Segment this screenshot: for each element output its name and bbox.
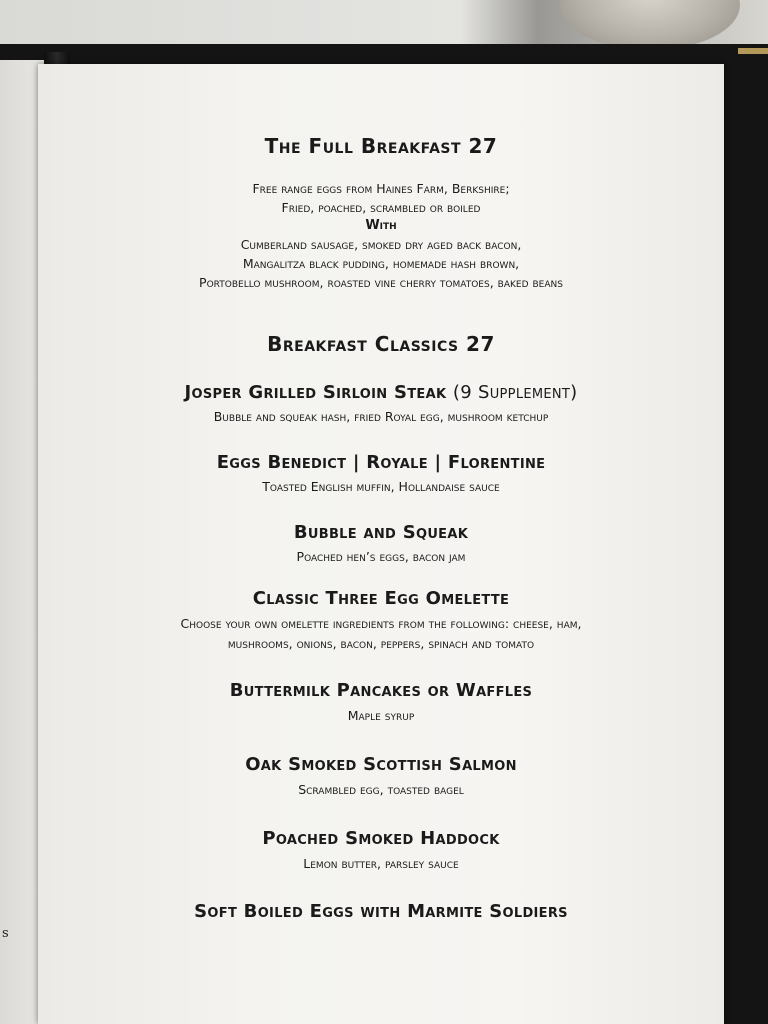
full-breakfast-with-label: With [365, 218, 397, 233]
menu-item-title: Poached Smoked Haddock [262, 828, 500, 849]
full-breakfast-side-2: Mangalitza black pudding, homemade hash brown, [242, 256, 520, 271]
menu-item-title: Classic Three Egg Omelette [252, 588, 510, 609]
menu-item-desc-continued: mushrooms, onions, bacon, peppers, spinach and tomato [227, 636, 535, 651]
full-breakfast-side-1: Cumberland sausage, smoked dry aged back bacon, [240, 237, 522, 252]
menu-item-desc: Maple syrup [347, 708, 415, 723]
full-breakfast-side-3: Portobello mushroom, roasted vine cherry tomatoes, baked beans [199, 275, 563, 290]
menu-page [38, 64, 724, 1024]
menu-item-supplement: (9 Supplement) [452, 382, 578, 403]
full-breakfast-line-1: Free range eggs from Haines Farm, Berkshire; [252, 181, 510, 196]
menu-item-desc: Lemon butter, parsley sauce [303, 856, 459, 871]
menu-item-title [38, 382, 724, 403]
menu-item-desc: Bubble and squeak hash, fried Royal egg, mushroom ketchup [213, 409, 549, 424]
menu-item-title: Soft Boiled Eggs with Marmite Soldiers [194, 901, 568, 922]
menu-item-desc: Poached hen’s eggs, bacon jam [296, 549, 466, 564]
menu-item-desc: Toasted English muffin, Hollandaise sauce [262, 479, 500, 494]
menu-item-desc: Scrambled egg, toasted bagel [298, 782, 464, 797]
menu-item-title: Buttermilk Pancakes or Waffles [229, 680, 533, 701]
binder-clasp [738, 48, 768, 54]
menu-item-name: Josper Grilled Sirloin Steak [184, 382, 447, 403]
menu-item-title: Bubble and Squeak [293, 522, 469, 543]
classics-title: Breakfast Classics 27 [267, 332, 495, 356]
menu-item-title: Oak Smoked Scottish Salmon [245, 754, 517, 775]
menu-item-desc: Choose your own omelette ingredients from the following: cheese, ham, [180, 616, 582, 631]
full-breakfast-title: The Full Breakfast 27 [264, 134, 498, 158]
menu-item-title: Eggs Benedict | Royale | Florentine [216, 452, 546, 473]
left-page-fragment: s [2, 926, 9, 941]
full-breakfast-line-2: Fried, poached, scrambled or boiled [281, 200, 481, 215]
